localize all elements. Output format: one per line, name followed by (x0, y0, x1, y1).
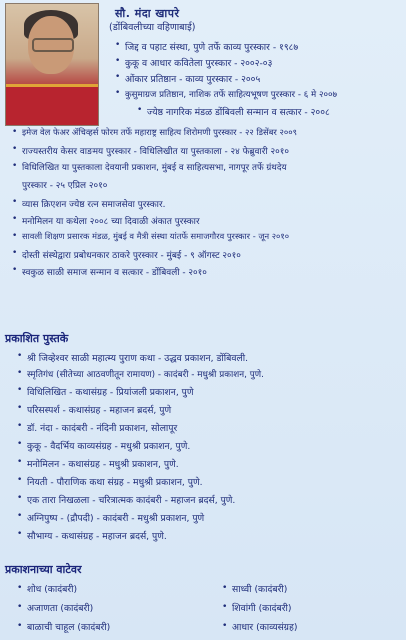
published-heading: प्रकाशित पुस्तके (5, 332, 69, 345)
list-item: • कुसुमाग्रज प्रतिष्ठान, नाशिक तर्फे साहित्यभूषण पुरस्कार - ६ मे २००७ (115, 88, 338, 100)
list-item: • अग्निपुष्प - (द्रौपदी) - कादंबरी - मधुश्री प्रकाशन, पुणे (17, 511, 205, 524)
list-item: • स्मृतिगंध (सीतेच्या आठवणीतून रामायण) - कादंबरी - मधुश्री प्रकाशन, पुणे. (17, 368, 264, 380)
upcoming-right-2: • शिवांगी (कादंबरी) (222, 601, 292, 614)
list-item: • कुकू व आधार कवितेला पुरस्कार - २००२-०३ (115, 56, 273, 69)
list-item: • सौभाग्य - कथासंग्रह - महाजन ब्रदर्स, पुणे. (17, 529, 167, 542)
upcoming-heading: प्रकाशनाच्या वाटेवर (5, 563, 82, 576)
list-item: • दोस्ती संस्थेद्वारा प्रबोधनकार ठाकरे पुरस्कार - मुंबई - ९ ऑगस्ट २०१० (12, 248, 241, 261)
list-item: • नियती - पौराणिक कथा संग्रह - मधुश्री प्रकाशन, पुणे. (17, 475, 203, 488)
list-item: • डॉ. नंदा - कादंबरी - नंदिनी प्रकाशन, सोलापूर (17, 421, 178, 434)
list-item: • मनोमिलन - कथासंग्रह - मधुश्री प्रकाशन, पुणे. (17, 457, 179, 470)
author-name: सौ. मंदा खापरे (115, 7, 180, 20)
list-item: • व्यास क्रिएशन ज्येष्ठ रत्न समाजसेवा पुरस्कार. (12, 197, 166, 210)
list-item: • स्वकुळ साळी समाज सन्मान व सत्कार - डोंबिवली - २०१० (12, 265, 207, 278)
photo-glasses (32, 38, 74, 52)
upcoming-left-3: • बाळाची चाहूल (कादंबरी) (17, 620, 111, 633)
list-item: • विधिलिखित या पुस्तकाला देवयानी प्रकाशन, मुंबई व साहित्यसभा, नागपूर तर्फे ग्रंथदेय (12, 161, 287, 173)
list-item-continuation: पुरस्कार - २५ एप्रिल २०१० (22, 181, 108, 191)
list-item: • कुकू - वैदर्भिय काव्यसंग्रह - मधुश्री प्रकाशन, पुणे. (17, 439, 191, 452)
list-item: • जिद्द व पहाट संस्था, पुणे तर्फे काव्य पुरस्कार - १९८७ (115, 40, 299, 53)
list-item: • सावली शिक्षण प्रसारक मंडळ, मुंबई व मैत्री संस्था यांतर्फे समाजगौरव पुरस्कार - जून २०१० (12, 231, 290, 241)
list-item: • एक तारा निखळला - चरित्रात्मक कादंबरी - महाजन ब्रदर्स, पुणे. (17, 493, 236, 506)
list-item: • राज्यस्तरीय केसर वाङमय पुरस्कार - विधिलिखीत या पुस्तकाला - २४ फेब्रुवारी २०१० (12, 144, 289, 157)
photo-sari (6, 84, 98, 126)
author-photo (5, 3, 99, 126)
upcoming-right-1: • साध्वी (कादंबरी) (222, 582, 288, 595)
list-item: • श्री जिव्हेश्वर साळी महात्म्य पुराण कथा - उद्धव प्रकाशन, डोंबिवली. (17, 351, 249, 364)
author-subtitle: (डोंबिवलीच्या वहिणाबाई) (109, 22, 196, 33)
list-item: • विधिलिखित - कथासंग्रह - प्रियांजली प्रकाशन, पुणे (17, 385, 194, 398)
upcoming-right-3: • आधार (काव्यसंग्रह) (222, 620, 298, 633)
list-item: • ओंकार प्रतिष्ठान - काव्य पुरस्कार - २००५ (115, 72, 261, 85)
upcoming-left-1: • शोध (कादंबरी) (17, 582, 78, 595)
list-item: • ज्येष्ठ नागरिक मंडळ डोंबिवली सन्मान व सत्कार - २००८ (137, 105, 330, 118)
list-item: • परिसस्पर्श - कथासंग्रह - महाजन ब्रदर्स, पुणे (17, 403, 172, 416)
list-item: • मनोमिलन या कथेला २००८ च्या दिवाळी अंकात पुरस्कार (12, 214, 200, 227)
upcoming-left-2: • अजाणता (कादंबरी) (17, 601, 94, 614)
list-item: • इमेज वेल फेअर ॲचिव्हर्स फोरम तर्फे महाराष्ट्र साहित्य शिरोमणी पुरस्कार - २२ डिसेंबर २००९ (12, 127, 297, 137)
